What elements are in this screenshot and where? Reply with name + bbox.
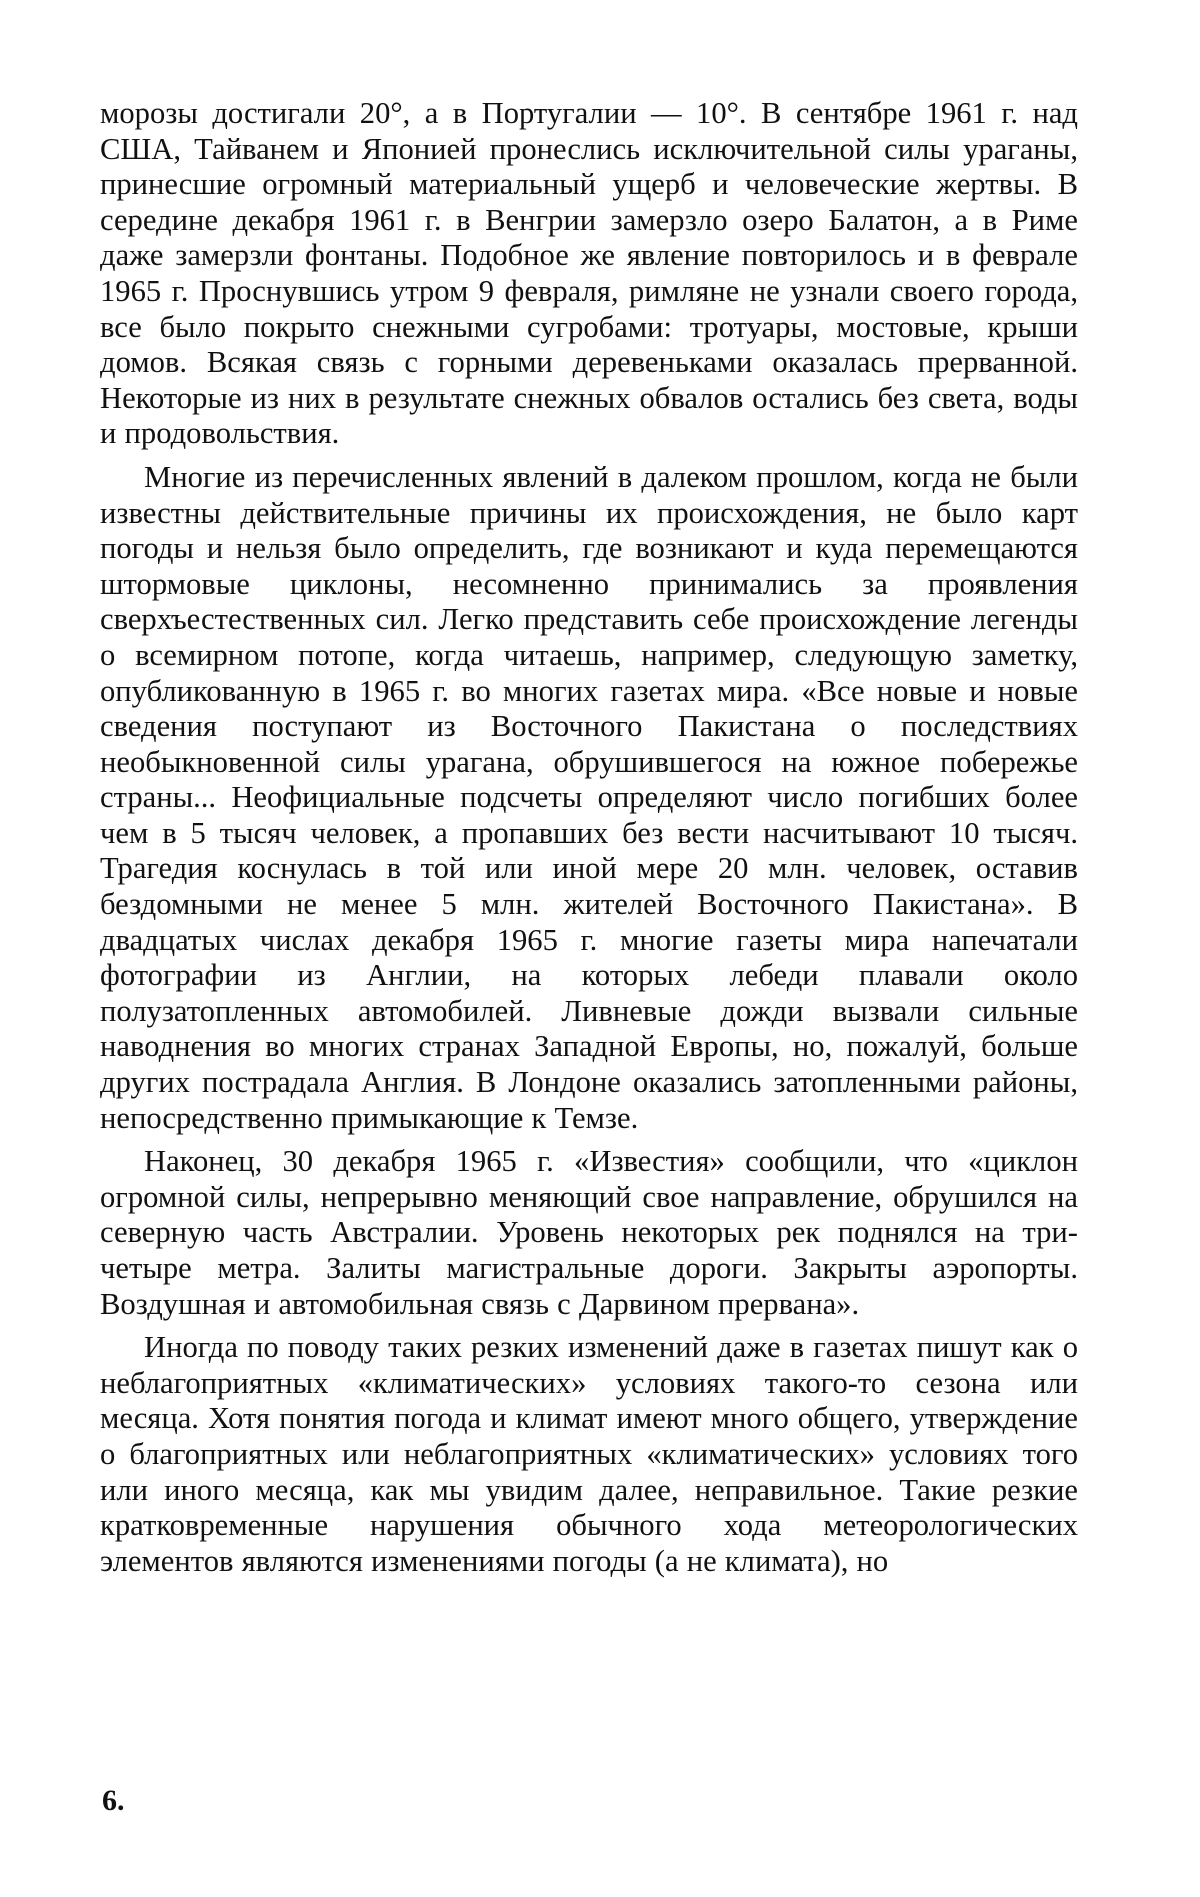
- paragraph-1: морозы достигали 20°, а в Португалии — 10°. В сентябре 1961 г. над США, Тайванем и Японией пронеслись исключительной силы ураганы, принесшие огромный материальный ущерб и человеческие жертвы. В середине декабря 1961 г. в Венгрии замерзло озеро Балатон, а в Риме даже замерзли фонтаны. Подобное же явление повторилось и в феврале 1965 г. Проснувшись утром 9 февраля, римляне не узнали своего города, все было покрыто снежными сугробами: тротуары, мостовые, крыши домов. Всякая связь с горными деревеньками оказалась прерванной. Некоторые из них в результате снежных обвалов остались без света, воды и продовольствия.: [100, 96, 1078, 451]
- paragraph-3: Наконец, 30 декабря 1965 г. «Известия» сообщили, что «циклон огромной силы, непрерывно меняющий свое направление, обрушился на северную часть Австралии. Уровень некоторых рек поднялся на три-четыре метра. Залиты магистральные дороги. Закрыты аэропорты. Воздушная и автомобильная связь с Дарвином прервана».: [100, 1144, 1078, 1321]
- page-body: [100, 96, 1078, 1579]
- paragraph-2: Многие из перечисленных явлений в далеком прошлом, когда не были известны действительные причины их происхождения, не было карт погоды и нельзя было определить, где возникают и куда перемещаются штормовые циклоны, несомненно принимались за проявления сверхъестественных сил. Легко представить себе происхождение легенды о всемирном потопе, когда читаешь, например, следующую заметку, опубликованную в 1965 г. во многих газетах мира. «Все новые и новые сведения поступают из Восточного Пакистана о последствиях необыкновенной силы урагана, обрушившегося на южное побережье страны... Неофициальные подсчеты определяют число погибших более чем в 5 тысяч человек, а пропавших без вести насчитывают 10 тысяч. Трагедия коснулась в той или иной мере 20 млн. человек, оставив бездомными не менее 5 млн. жителей Восточного Пакистана». В двадцатых числах декабря 1965 г. многие газеты мира напечатали фотографии из Англии, на которых лебеди плавали около полузатопленных автомобилей. Ливневые дожди вызвали сильные наводнения во многих странах Западной Европы, но, пожалуй, больше других пострадала Англия. В Лондоне оказались затопленными районы, непосредственно примыкающие к Темзе.: [100, 459, 1078, 1135]
- page-number: 6.: [102, 1784, 125, 1817]
- paragraph-4: Иногда по поводу таких резких изменений даже в газетах пишут как о неблагоприятных «климатических» условиях такого-то сезона или месяца. Хотя понятия погода и климат имеют много общего, утверждение о благоприятных или неблагоприятных «климатических» условиях того или иного месяца, как мы увидим далее, неправильное. Такие резкие кратковременные нарушения обычного хода метеорологических элементов являются изменениями погоды (а не климата), но: [100, 1330, 1078, 1578]
